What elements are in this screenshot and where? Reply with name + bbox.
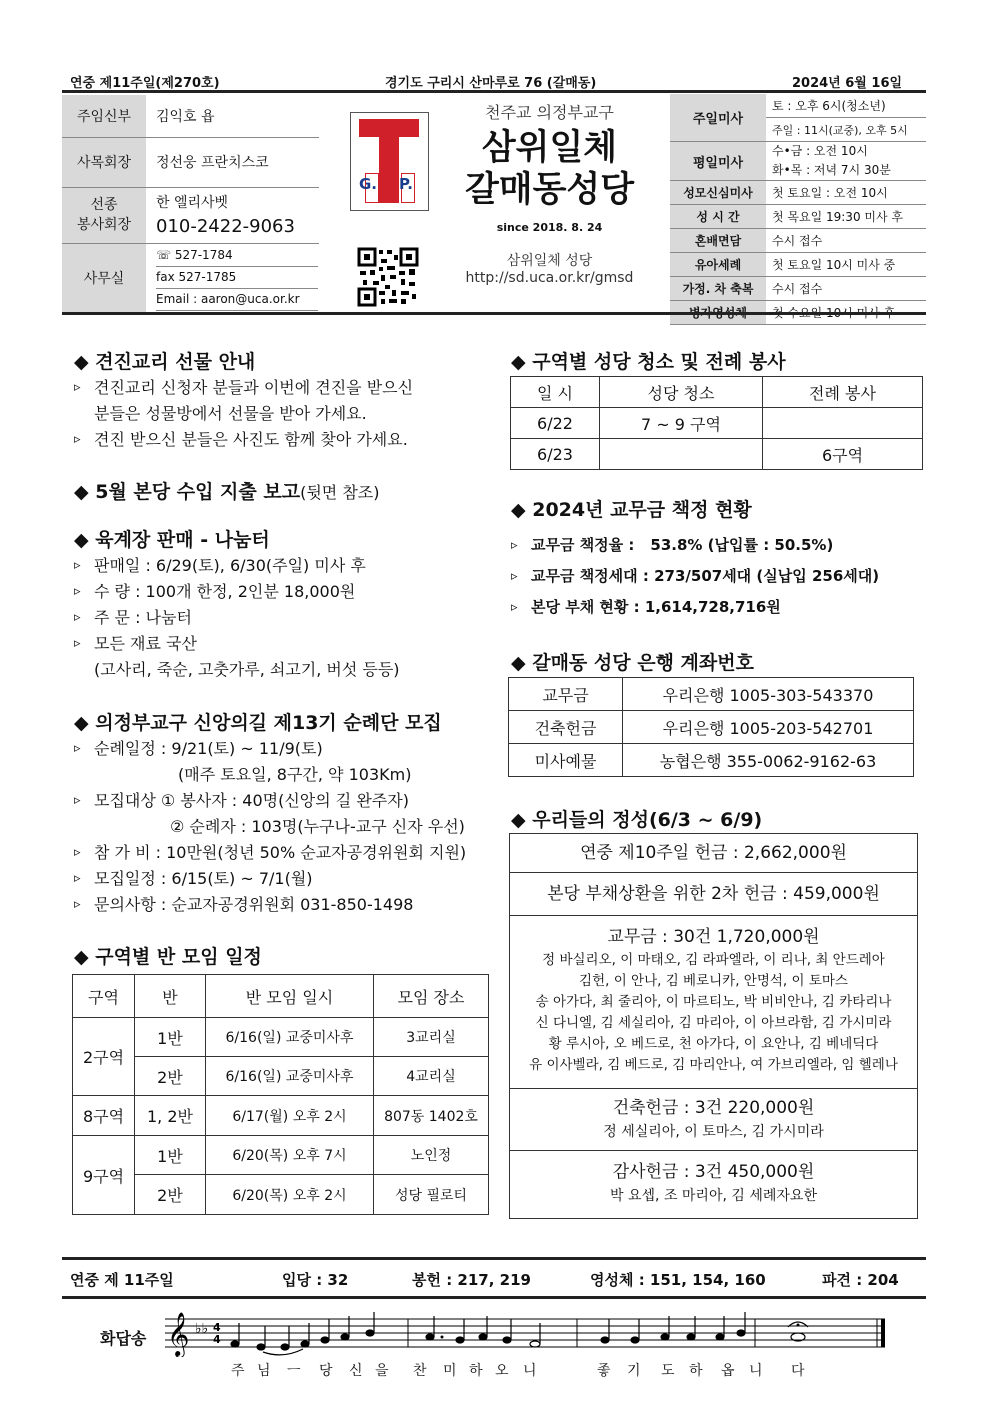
parish-debt: ▹ 본당 부채 현황 : 1,614,728,716원 [511,592,879,623]
lyric-syllable: 님 [257,1363,271,1379]
meeting-where: 4교리실 [374,1057,489,1096]
meeting-ban: 1반 [135,1136,206,1175]
pastor-name: 김익호 욥 [146,95,319,137]
yukgaejang-item: ▹ 판매일 : 6/29(토), 6/30(주일) 미사 후 [74,553,400,579]
cleaning-col-header: 일 시 [511,377,600,408]
confirmation-notes [74,375,413,453]
finance-title-note: (뒷면 참조) [300,483,380,502]
hymn-communion: 영성체 : 151, 154, 160 [590,1271,766,1289]
section-yukgaejang-title: ◆ 육계장 판매 - 나눔터 [74,529,270,551]
hymn-offertory: 봉헌 : 217, 219 [412,1271,531,1289]
lyric-syllable: 니 [523,1363,537,1379]
section-confirmation-title: ◆ 견진교리 선물 안내 [74,351,256,373]
yukgaejang-item: ▹ 주 문 : 나눔터 [74,605,400,631]
section-offering-title: ◆ 우리들의 정성(6/3 ~ 6/9) [511,809,763,831]
confirmation-note: ▹ 견진교리 신청자 분들과 이번에 견진을 받으신 [74,375,413,401]
yukgaejang-item: ▹ 모든 재료 국산 [74,631,400,657]
service-label-line2: 봉사회장 [76,217,132,233]
bank-account: 우리은행 1005-303-543370 [623,678,914,711]
office-email: Email : aaron@uca.or.kr [156,289,318,311]
lyric-syllable: 다 [791,1363,805,1379]
lyric-syllable: 도 [661,1363,675,1379]
yukgaejang-list [74,553,400,683]
thanks-names: 박 요셉, 조 마리아, 김 세례자요한 [610,1188,817,1204]
service-phone: 010-2422-9063 [156,216,295,237]
svg-text:𝄞: 𝄞 [167,1312,190,1356]
lyric-syllable: 기 [627,1363,641,1379]
confirmation-note: ▹ 견진 받으신 분들은 사진도 함께 찾아 가세요. [74,427,413,453]
offering-second: 본당 부채상환을 위한 2차 헌금 : 459,000원 [510,873,917,916]
pilgrimage-item-cont: (매주 토요일, 8구간, 약 103Km) [178,765,412,784]
section-dues-title: ◆ 2024년 교무금 책정 현황 [511,499,752,521]
mass-schedule [670,94,926,325]
lyric-syllable: 옵 [721,1363,735,1379]
council-label: 사목회장 [62,137,146,187]
weekday-mass-wedfri: 수•금 : 오전 10시 [772,144,868,158]
dues-names [510,950,917,1076]
meeting-ban: 1반 [135,1018,206,1057]
logo-g: G. [359,175,378,193]
pilgrimage-item: ▹ 참 가 비 : 10만원(청년 50% 순교자공경위원회 지원) [74,840,466,866]
liturgy-zone [763,408,923,439]
thanks-title: 감사헌금 : 3건 450,000원 [612,1162,815,1182]
offering-sunday: 연중 제10주일 헌금 : 2,662,000원 [510,834,917,873]
bank-label: 교무금 [509,678,623,711]
psalm-score [165,1307,895,1357]
meeting-ban: 1, 2반 [135,1096,206,1136]
dues-names-line: 정 바실리오, 이 마태오, 김 라파엘라, 이 리나, 최 안드레아 [542,952,885,968]
psalm-lyrics [225,1360,825,1380]
meeting-where: 성당 필로티 [374,1175,489,1215]
weekday-mass-tuethu: 화•목 : 저녁 7시 30분 [766,160,926,181]
dues-rate-value: 53.8% (납입률 : 50.5%) [650,536,834,554]
finance-title-text: ◆ 5월 본당 수입 지출 보고 [74,481,301,503]
lyric-syllable: 오 [495,1363,509,1379]
schedule-row-value: 첫 토요일 : 오전 10시 [766,181,926,205]
parish-name-2: 갈매동성당 [464,170,635,210]
schedule-row-label: 병자영성체 [670,301,766,325]
pilgrimage-item: ▹ 문의사항 : 순교자공경위원회 031-850-1498 [74,892,466,918]
meeting-table [72,974,489,1215]
svg-text:4: 4 [213,1321,221,1334]
bank-account: 농협은행 355-0062-9162-63 [623,744,914,777]
bank-label: 건축헌금 [509,711,623,744]
hymn-recessional: 파견 : 204 [822,1271,899,1289]
hymn-entrance: 입당 : 32 [282,1271,349,1289]
site-name: 삼위일체 성당 [506,253,593,269]
schedule-row-label: 혼배면담 [670,229,766,253]
lyric-syllable: 하 [469,1363,483,1379]
pilgrimage-list [74,736,466,918]
sunday-mass-sat: 토 : 오후 6시(청소년) [766,94,926,118]
dues-names-line: 송 아가다, 최 줄리아, 이 마르티노, 박 비비안나, 김 카타리나 [535,994,892,1010]
dues-names-line: 유 이사벨라, 김 베드로, 김 마리안나, 여 가브리엘라, 임 헬레나 [529,1057,898,1073]
schedule-row-value: 수시 접수 [766,229,926,253]
cleaning-date: 6/22 [511,408,600,439]
dues-households: ▹ 교무금 책정세대 : 273/507세대 (실납입 256세대) [511,561,879,592]
svg-text:4: 4 [213,1333,221,1346]
dues-names-line: 김헌, 이 안나, 김 베로니카, 안명석, 이 토마스 [579,973,848,989]
meeting-ban: 2반 [135,1175,206,1215]
lyric-syllable: 을 [375,1363,389,1379]
lyric-syllable: 찬 [413,1363,427,1379]
meeting-when: 6/16(일) 교중미사후 [206,1018,374,1057]
office-fax: fax 527-1785 [156,267,318,289]
service-label [62,187,146,243]
dues-block [510,916,917,1089]
building-block [510,1089,917,1151]
council-name: 정선웅 프란치스코 [146,137,319,187]
schedule-row-value: 첫 수요일 10시 미사 후 [766,301,926,325]
schedule-row-label: 가정. 차 축복 [670,277,766,301]
meeting-where: 807동 1402호 [374,1096,489,1136]
parish-title [432,100,667,286]
dues-status [511,530,879,623]
weekday-mass-label: 평일미사 [670,142,766,181]
footer-week: 연중 제 11주일 [70,1271,174,1289]
section-bank-title: ◆ 갈매동 성당 은행 계좌번호 [511,652,754,674]
hymn-bar [62,1257,926,1299]
meeting-col-header: 반 모임 일시 [206,975,374,1018]
issue-header [62,70,926,93]
site-url[interactable]: http://sd.uca.or.kr/gmsd [465,270,634,286]
logo-p: P. [399,175,413,193]
dues-rate-label: 교무금 책정율 : [531,536,635,554]
psalm-label: 화답송 [100,1329,147,1348]
meeting-when: 6/17(월) 오후 2시 [206,1096,374,1136]
cleaning-col-header: 전례 봉사 [763,377,923,408]
schedule-row-value: 첫 토요일 10시 미사 중 [766,253,926,277]
pastor-label: 주임신부 [62,95,146,137]
liturgy-zone: 6구역 [763,439,923,470]
meeting-when: 6/20(목) 오후 7시 [206,1136,374,1175]
parish-address: 경기도 구리시 산마루로 76 (갈매동) [385,76,597,91]
lyric-syllable: 니 [749,1363,763,1379]
meeting-when: 6/20(목) 오후 2시 [206,1175,374,1215]
schedule-row-value: 첫 목요일 19:30 미사 후 [766,205,926,229]
issue-date: 2024년 6월 16일 [792,76,903,91]
offering-box [509,833,918,1219]
lyric-syllable: 당 [319,1363,333,1379]
section-meeting-title: ◆ 구역별 반 모임 일정 [74,946,262,968]
cleaning-table [510,376,923,470]
dues-rate [511,530,879,561]
pilgrimage-item: ▹ 모집일정 : 6/15(토) ~ 7/1(월) [74,866,466,892]
meeting-when: 6/16(일) 교중미사후 [206,1057,374,1096]
schedule-row-label: 유아세례 [670,253,766,277]
pilgrimage-item: ▹ 모집대상 ① 봉사자 : 40명(신앙의 길 완주자) [74,788,466,814]
sunday-mass-label: 주일미사 [670,94,766,142]
meeting-col-header: 구역 [73,975,135,1018]
meeting-zone: 2구역 [73,1018,135,1096]
cleaning-date: 6/23 [511,439,600,470]
schedule-row-label: 성모신심미사 [670,181,766,205]
office-tel: ☏ 527-1784 [156,245,318,267]
thanks-block [510,1151,917,1218]
building-names: 정 세실리아, 이 토마스, 김 가시미라 [603,1124,824,1140]
schedule-row-value: 수시 접수 [766,277,926,301]
bank-label: 미사예물 [509,744,623,777]
meeting-zone: 8구역 [73,1096,135,1136]
service-name: 한 엘리사벳 [156,195,229,211]
staff-table [62,95,319,312]
lyric-syllable: 주 [231,1363,245,1379]
pilgrimage-item: ▹ 순례일정 : 9/21(토) ~ 11/9(토) [74,736,466,762]
meeting-col-header: 모임 장소 [374,975,489,1018]
dues-block-title: 교무금 : 30건 1,720,000원 [607,927,820,947]
sunday-mass-sun: 주일 : 11시(교중), 오후 5시 [766,118,926,142]
since-date: since 2018. 8. 24 [496,221,603,234]
meeting-col-header: 반 [135,975,206,1018]
diocese-name: 천주교 의정부교구 [485,103,614,122]
cleaning-zone [600,439,763,470]
meeting-ban: 2반 [135,1057,206,1096]
confirmation-note-cont: 분들은 성물방에서 선물을 받아 가세요. [94,404,367,423]
header-divider [62,312,926,315]
parish-name-1: 삼위일체 [481,128,618,168]
lyric-syllable: ㅡ [287,1363,301,1379]
section-finance-title [74,477,380,504]
section-cleaning-title: ◆ 구역별 성당 청소 및 전례 봉사 [511,351,786,373]
bank-account: 우리은행 1005-203-542701 [623,711,914,744]
cleaning-col-header: 성당 청소 [600,377,763,408]
building-title: 건축헌금 : 3건 220,000원 [612,1098,815,1118]
yukgaejang-ingredients: (고사리, 죽순, 고춧가루, 쇠고기, 버섯 등등) [94,660,400,679]
parish-logo [350,112,429,211]
meeting-where: 노인정 [374,1136,489,1175]
pilgrimage-item-cont: ② 순례자 : 103명(누구나-교구 신자 우선) [170,817,465,836]
yukgaejang-item: ▹ 수 량 : 100개 한정, 2인분 18,000원 [74,579,400,605]
service-label-line1: 선종 [90,197,118,213]
dues-names-line: 황 루시아, 오 베드로, 천 아가다, 이 요안나, 김 베네딕다 [548,1036,879,1052]
schedule-row-label: 성 시 간 [670,205,766,229]
dues-names-line: 신 다니엘, 김 세실리아, 김 마리아, 이 아브라함, 김 가시미라 [535,1015,892,1031]
lyric-syllable: 신 [349,1363,363,1379]
cleaning-zone: 7 ~ 9 구역 [600,408,763,439]
section-pilgrimage-title: ◆ 의정부교구 신앙의길 제13기 순례단 모집 [74,712,442,734]
meeting-where: 3교리실 [374,1018,489,1057]
lyric-syllable: 하 [689,1363,703,1379]
svg-text:♭♭: ♭♭ [195,1321,209,1337]
qr-code-icon [357,247,419,307]
lyric-syllable: 미 [443,1363,457,1379]
office-label: 사무실 [62,243,146,312]
issue-week: 연중 제11주일(제270호) [70,76,220,91]
lyric-syllable: 좋 [597,1363,611,1379]
meeting-zone: 9구역 [73,1136,135,1215]
bank-table [508,677,914,777]
